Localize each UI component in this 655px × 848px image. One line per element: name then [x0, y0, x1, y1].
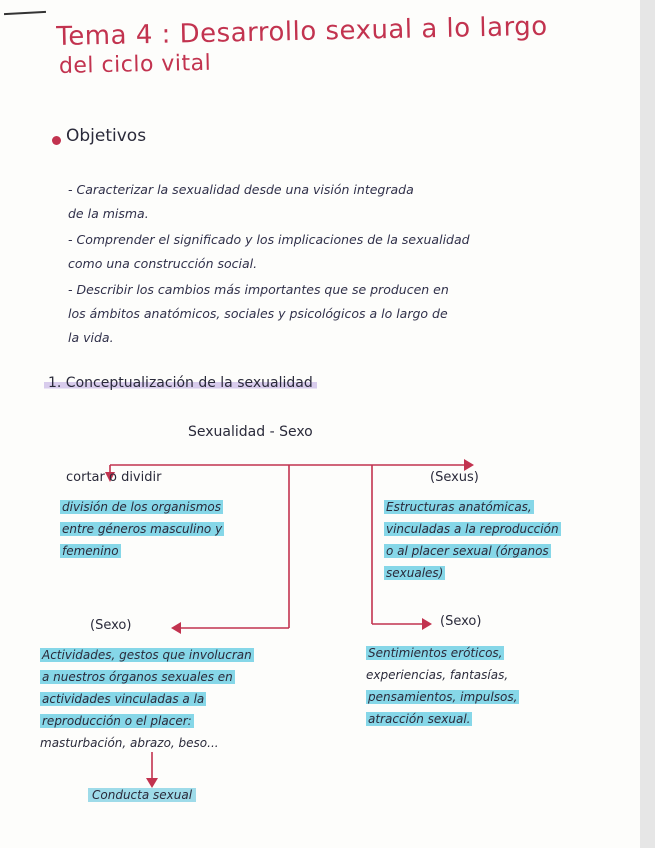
right-top-line-1: Estructuras anatómicas,: [386, 500, 532, 514]
conducta-sexual-label: Conducta sexual: [88, 788, 196, 802]
left-top-block: [60, 496, 290, 562]
left-bottom-line-1: Actividades, gestos que involucran: [42, 648, 252, 662]
right-top-block: [384, 496, 634, 584]
left-bottom-label: (Sexo): [90, 618, 132, 633]
left-top-line-1: división de los organismos: [62, 500, 222, 514]
left-bottom-block: [40, 644, 330, 754]
title-line-1: Tema 4 : Desarrollo sexual a lo largo: [56, 11, 548, 52]
right-top-label: (Sexus): [430, 470, 479, 485]
right-bottom-line-3: pensamientos, impulsos,: [368, 690, 518, 704]
left-bottom-arrow-head: [171, 622, 181, 634]
right-bottom-label: (Sexo): [440, 614, 482, 629]
right-bottom-line-2: experiencias, fantasías,: [366, 668, 509, 682]
right-top-line-4: sexuales): [386, 566, 444, 580]
left-top-line-2: entre géneros masculino y: [62, 522, 223, 536]
right-top-line-3: o al placer sexual (órganos: [386, 544, 549, 558]
left-bottom-line-3: actividades vinculadas a la: [42, 692, 205, 706]
objective-1-line-1: - Caracterizar la sexualidad desde una visión integrada: [68, 182, 414, 197]
right-bottom-line-4: atracción sexual.: [368, 712, 471, 726]
down-arrow-head: [146, 778, 158, 788]
left-top-line-3: femenino: [62, 544, 119, 558]
objetivos-heading: Objetivos: [66, 126, 147, 146]
title-line-2: del ciclo vital: [58, 50, 212, 79]
objective-2-line-1: - Comprender el significado y los implicaciones de la sexualidad: [68, 232, 470, 247]
objective-3-line-3: la vida.: [68, 330, 114, 345]
objective-3-line-1: - Describir los cambios más importantes que se producen en: [68, 282, 449, 297]
objective-3-line-2: los ámbitos anatómicos, sociales y psicológicos a lo largo de: [68, 306, 448, 321]
center-label: Sexualidad - Sexo: [188, 424, 313, 440]
objective-1-line-2: de la misma.: [68, 206, 149, 221]
right-top-line-2: vinculadas a la reproducción: [386, 522, 559, 536]
right-bottom-line-1: Sentimientos eróticos,: [368, 646, 503, 660]
left-bottom-line-2: a nuestros órganos sexuales en: [42, 670, 233, 684]
right-bottom-arrow-head: [422, 618, 432, 630]
left-bottom-tail: masturbación, abrazo, beso...: [40, 736, 219, 750]
left-top-label: cortar o dividir: [66, 470, 162, 485]
left-bottom-line-4: reproducción o el placer:: [42, 714, 192, 728]
objective-2-line-2: como una construcción social.: [68, 256, 258, 271]
section-1-heading: 1. Conceptualización de la sexualidad: [44, 375, 317, 391]
right-bottom-block: [366, 642, 626, 730]
